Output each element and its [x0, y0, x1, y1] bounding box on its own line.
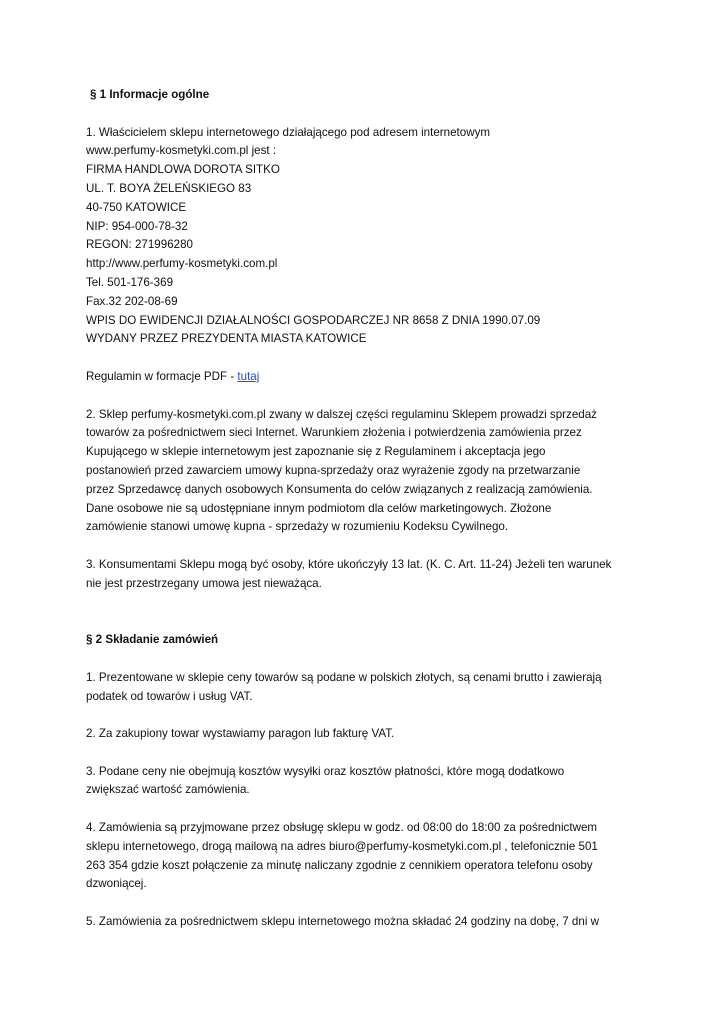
pdf-regulation-text: Regulamin w formacje PDF - — [86, 369, 238, 383]
text-line: dzwoniącej. — [86, 877, 147, 891]
text-line: 263 354 gdzie koszt połączenie za minutę naliczany zgodnie z cennikiem operatora telefonu osoby — [86, 858, 593, 872]
text-line: REGON: 271996280 — [86, 238, 193, 252]
text-line: Kupującego w sklepie internetowym jest zapoznanie się z Regulaminem i akceptacja jego — [86, 445, 546, 459]
text-line: 1. Prezentowane w sklepie ceny towarów są podane w polskich złotych, są cenami brutto i zawierają — [86, 670, 602, 684]
pdf-download-link[interactable]: tutaj — [237, 369, 260, 383]
text-line: 4. Zamówienia są przyjmowane przez obsługę sklepu w godz. od 08:00 do 18:00 za pośrednictwem — [86, 821, 598, 835]
text-line: 3. Podane ceny nie obejmują kosztów wysyłki oraz kosztów płatności, które mogą dodatkowo — [86, 764, 565, 778]
text-line: Tel. 501-176-369 — [86, 275, 174, 289]
text-line: nie jest przestrzegany umowa jest nieważąca. — [86, 576, 322, 590]
text-line: postanowień przed zawarciem umowy kupna-sprzedaży oraz wyrażenie zgody na przetwarzanie — [86, 463, 581, 477]
text-line: 5. Zamówienia za pośrednictwem sklepu internetowego można składać 24 godziny na dobę, 7 dni w — [86, 915, 599, 929]
document-content — [86, 86, 646, 932]
section-2-paragraph-1 — [86, 669, 646, 707]
text-line: FIRMA HANDLOWA DOROTA SITKO — [86, 163, 280, 177]
section-1-paragraph-1 — [86, 124, 646, 350]
text-line: Fax.32 202-08-69 — [86, 294, 178, 308]
section-2-paragraph-5 — [86, 913, 646, 932]
section-2-paragraph-4 — [86, 819, 646, 894]
section-1-paragraph-3 — [86, 556, 646, 594]
text-line: towarów za pośrednictwem sieci Internet. Warunkiem złożenia i potwierdzenia zamówienia przez — [86, 426, 582, 440]
text-line: WPIS DO EWIDENCJI DZIAŁALNOŚCI GOSPODARCZEJ NR 8658 Z DNIA 1990.07.09 — [86, 313, 541, 327]
text-line: podatek od towarów i usług VAT. — [86, 689, 253, 703]
text-line: sklepu internetowego, drogą mailową na adres biuro@perfumy-kosmetyki.com.pl , telefonicznie 501 — [86, 839, 598, 853]
section-2-paragraph-2 — [86, 725, 646, 744]
section-1-heading: § 1 Informacje ogólne — [90, 88, 210, 101]
text-line: Dane osobowe nie są udostępniane innym podmiotom dla celów marketingowych. Złożone — [86, 501, 552, 515]
text-line: zamówienie stanowi umowę kupna - sprzedaży w rozumieniu Kodeksu Cywilnego. — [86, 520, 509, 534]
text-line: 1. Właścicielem sklepu internetowego działającego pod adresem internetowym — [86, 125, 491, 139]
text-line: www.perfumy-kosmetyki.com.pl jest : — [86, 144, 277, 158]
text-line: http://www.perfumy-kosmetyki.com.pl — [86, 257, 278, 271]
text-line: 2. Za zakupiony towar wystawiamy paragon lub fakturę VAT. — [86, 727, 395, 741]
text-line: WYDANY PRZEZ PREZYDENTA MIASTA KATOWICE — [86, 332, 367, 346]
text-line: przez Sprzedawcę danych osobowych Konsumenta do celów związanych z realizacją zamówienia. — [86, 482, 593, 496]
text-line: NIP: 954-000-78-32 — [86, 219, 188, 233]
pdf-regulation-line — [86, 368, 646, 387]
text-line: 2. Sklep perfumy-kosmetyki.com.pl zwany w dalszej części regulaminu Sklepem prowadzi sprzedaż — [86, 407, 597, 421]
section-2-paragraph-3 — [86, 763, 646, 801]
text-line: 40-750 KATOWICE — [86, 200, 187, 214]
text-line: zwiększać wartość zamówienia. — [86, 783, 250, 797]
section-1-paragraph-2 — [86, 406, 646, 538]
section-2-heading: § 2 Składanie zamówień — [86, 633, 219, 647]
text-line: UL. T. BOYA ŻELEŃSKIEGO 83 — [86, 181, 252, 195]
text-line: 3. Konsumentami Sklepu mogą być osoby, które ukończyły 13 lat. (K. C. Art. 11-24) Jeżeli ten warunek — [86, 557, 612, 571]
